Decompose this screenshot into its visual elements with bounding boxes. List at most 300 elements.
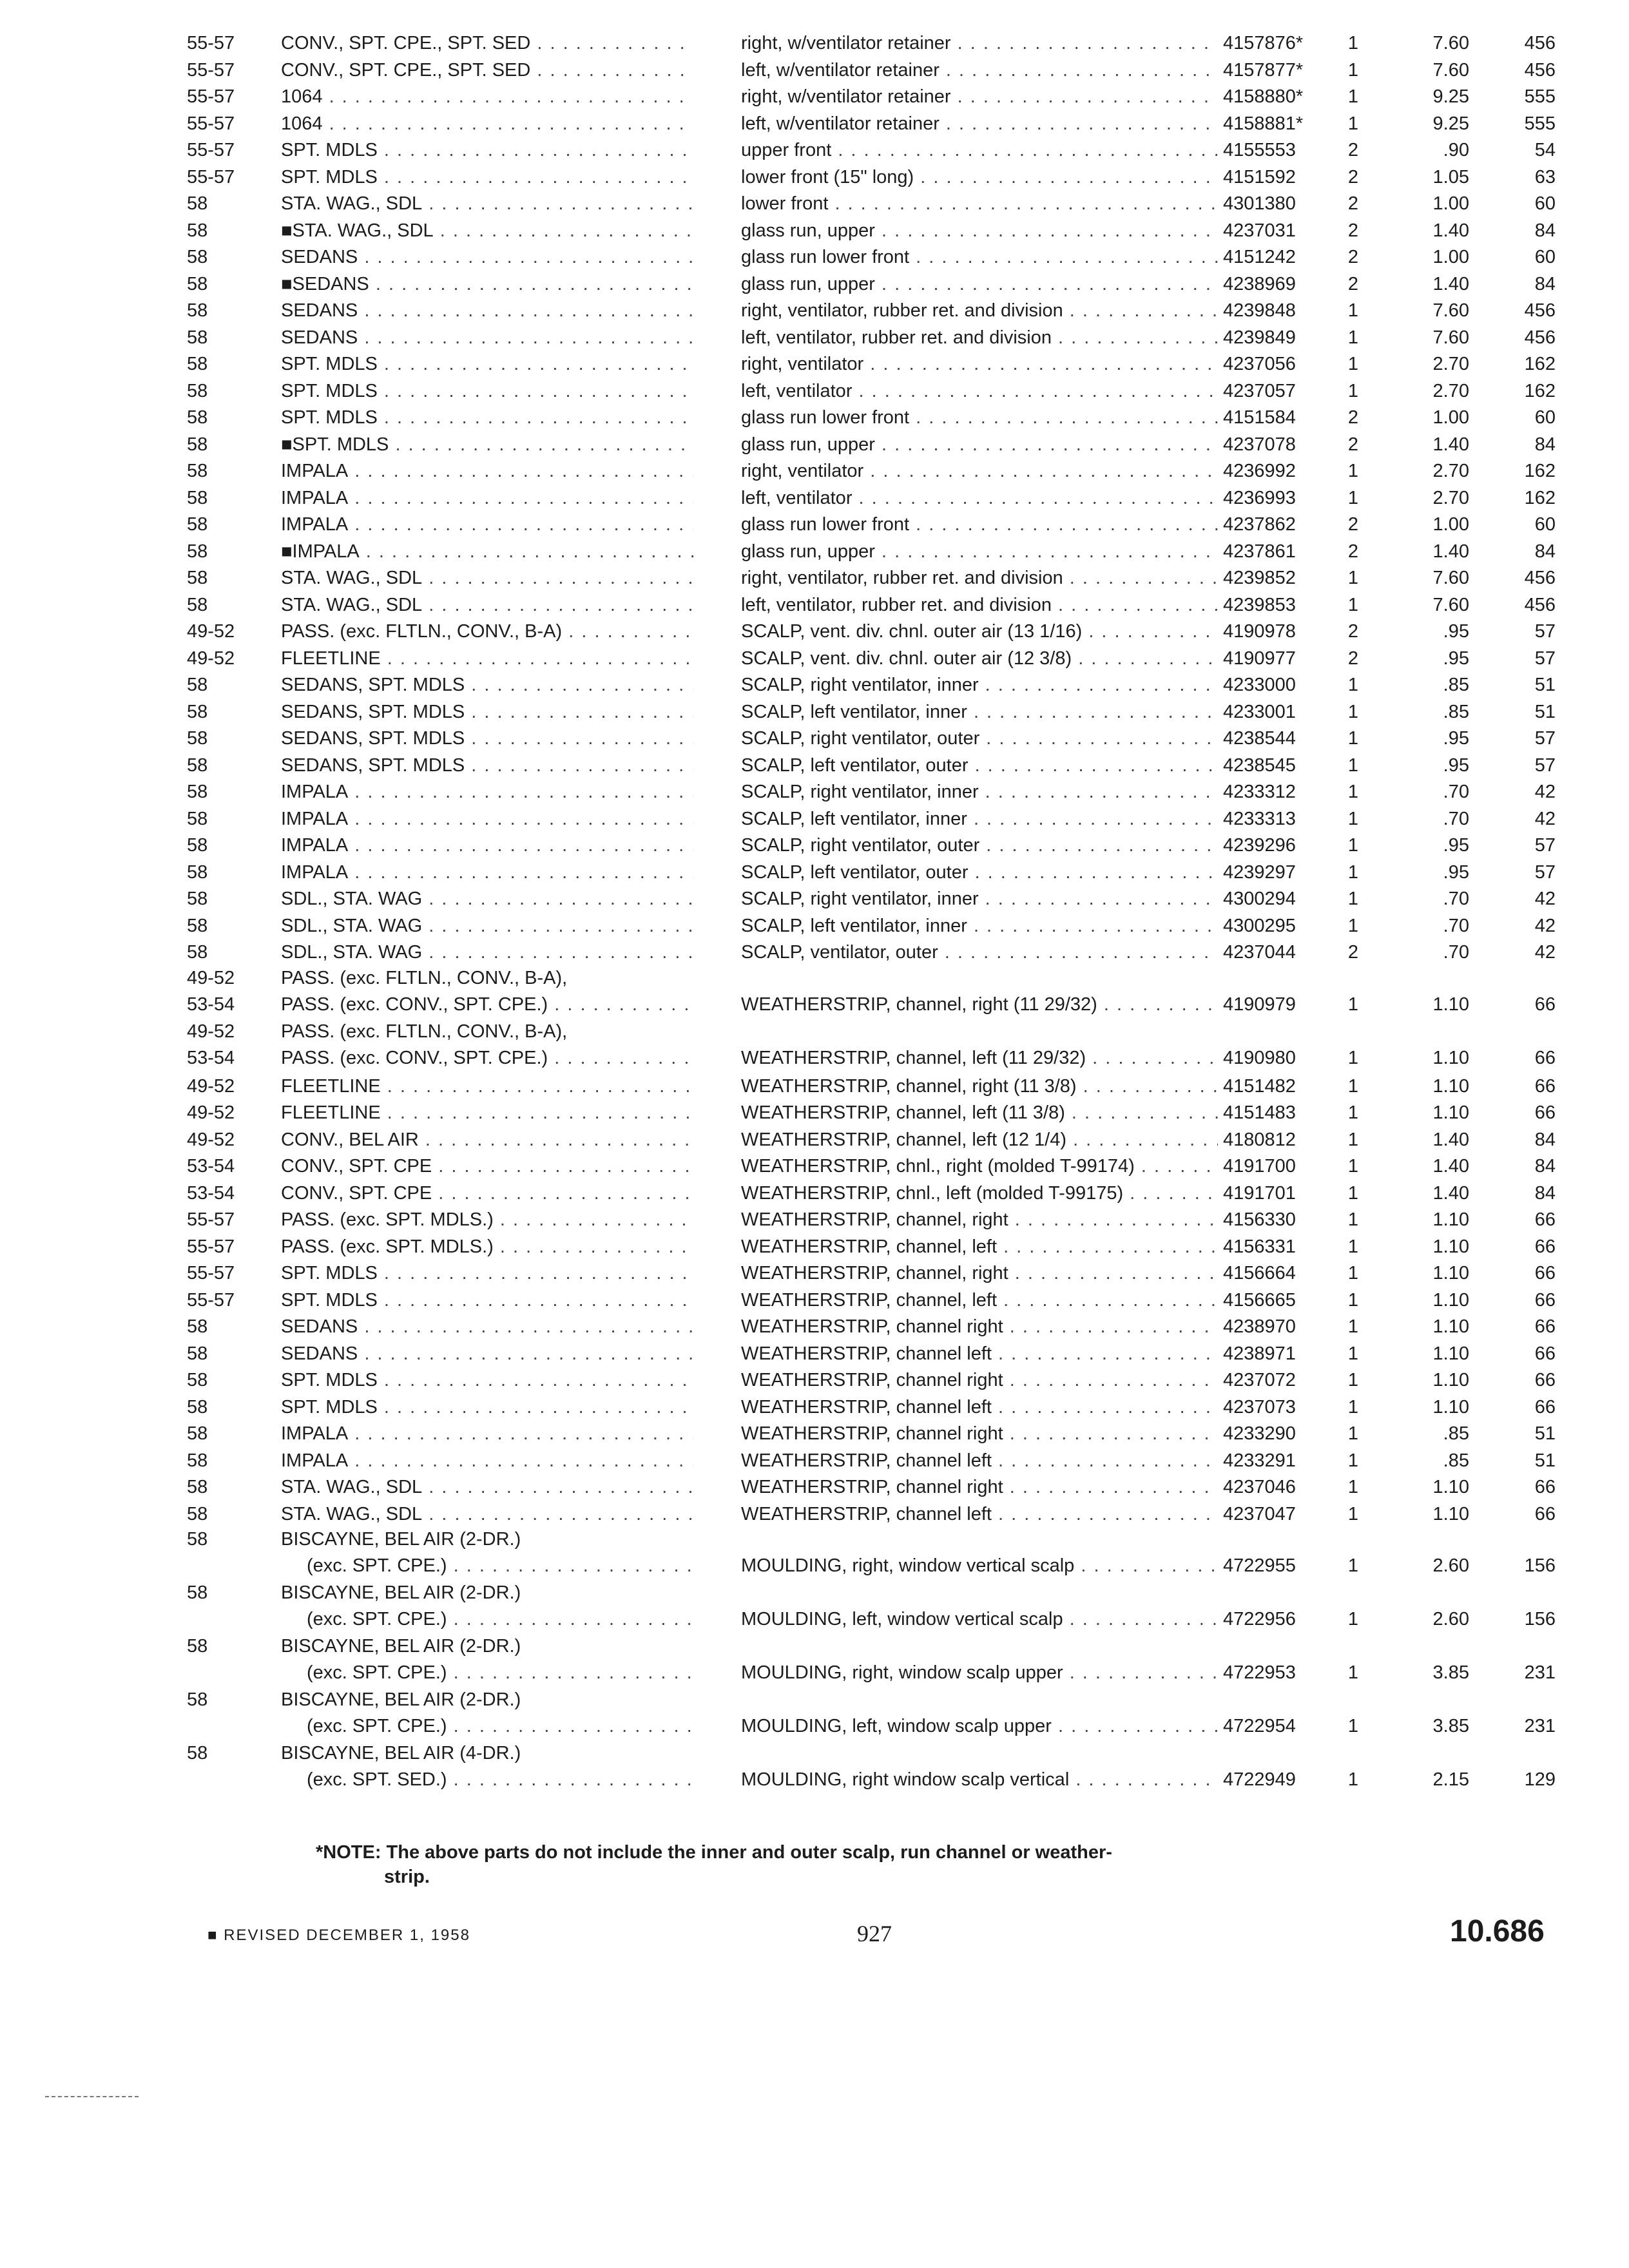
quantity-cell-text: 1: [1347, 86, 1359, 107]
price-cell-text: 2.60: [1432, 1555, 1469, 1576]
part-number-cell: [1223, 1236, 1339, 1258]
part-number-cell: [1223, 1476, 1339, 1498]
quantity-cell: [1340, 460, 1366, 482]
part-number-cell: [1223, 32, 1339, 54]
price-cell: [1379, 407, 1469, 428]
price-cell: [1379, 1209, 1469, 1231]
part-number-cell-text: 4238544: [1223, 728, 1296, 749]
part-number-cell-text: 4239297: [1223, 861, 1296, 883]
table-row: [0, 1018, 1629, 1072]
price-cell: [1379, 701, 1469, 723]
price-cell: [1379, 166, 1469, 188]
price-cell: [1379, 781, 1469, 803]
part-number-cell-text: 4237057: [1223, 380, 1296, 401]
description-cell: [741, 1450, 1218, 1472]
part-number-cell-text: 4237056: [1223, 354, 1296, 374]
part-number-cell-text: 4237044: [1223, 942, 1296, 963]
table-row: [0, 135, 1629, 162]
year-cell: [187, 541, 271, 562]
year-cell-text: 58: [187, 407, 208, 428]
quantity-cell-text: 1: [1347, 380, 1359, 401]
year-cell: [187, 353, 271, 375]
list-code-cell-text: 42: [1534, 889, 1556, 909]
description-cell-text: SCALP, vent. div. chnl. outer air (13 1/16) . . .: [741, 621, 1218, 642]
quantity-cell-text: 2: [1347, 247, 1359, 267]
quantity-cell: [1340, 594, 1366, 616]
price-cell: [1379, 1608, 1469, 1630]
description-cell: [741, 113, 1218, 135]
model-cell-text: STA. WAG., SDL . . .: [281, 595, 693, 615]
price-cell-text: 7.60: [1432, 594, 1469, 615]
year-cell: [187, 1528, 271, 1550]
price-cell-text: .70: [1443, 808, 1469, 829]
quantity-cell-text: 1: [1347, 594, 1359, 615]
part-number-cell: [1223, 1182, 1339, 1204]
quantity-cell: [1340, 1769, 1366, 1791]
table-row: [0, 510, 1629, 537]
description-cell-text: WEATHERSTRIP, channel, left (12 1/4) . . .: [741, 1129, 1218, 1150]
quantity-cell: [1340, 567, 1366, 589]
part-number-cell: [1223, 273, 1339, 295]
price-cell-text: .70: [1443, 889, 1469, 909]
part-number-cell: [1223, 1102, 1339, 1124]
list-code-cell-text: 57: [1534, 648, 1556, 669]
list-code-cell-text: 42: [1534, 915, 1556, 936]
model-cell-text: PASS. (exc. SPT. MDLS.) . . .: [281, 1209, 693, 1230]
model-cell: [281, 620, 693, 642]
year-cell-text: 58: [187, 675, 208, 695]
list-code-cell: [1482, 648, 1556, 669]
description-cell: [741, 1075, 1218, 1097]
part-number-cell: [1223, 781, 1339, 803]
model-cell: [281, 1503, 693, 1525]
description-cell: [741, 567, 1218, 589]
part-number-cell-text: 4233000: [1223, 675, 1296, 695]
table-row: [0, 1258, 1629, 1285]
part-number-cell: [1223, 1047, 1339, 1069]
price-cell-text: 1.10: [1432, 1075, 1469, 1097]
description-cell: [741, 674, 1218, 696]
list-code-cell: [1482, 727, 1556, 749]
quantity-cell: [1340, 1555, 1366, 1577]
model-cell-text: BISCAYNE, BEL AIR (2-DR.): [281, 1689, 521, 1710]
quantity-cell-text: 2: [1347, 273, 1359, 294]
price-cell-text: 3.85: [1432, 1662, 1469, 1683]
price-cell: [1379, 273, 1469, 295]
list-code-cell: [1482, 246, 1556, 268]
price-cell-text: .95: [1443, 728, 1469, 749]
description-cell: [741, 327, 1218, 349]
price-cell: [1379, 220, 1469, 242]
price-cell-text: 2.70: [1432, 487, 1469, 508]
year-cell-text: 58: [187, 1450, 208, 1471]
price-cell-text: 9.25: [1432, 86, 1469, 107]
part-number-cell-text: 4158880*: [1223, 86, 1304, 107]
model-cell: [281, 139, 693, 161]
table-row: [0, 537, 1629, 564]
year-cell-line-2: 53-54: [187, 1047, 235, 1068]
model-cell: [281, 1582, 693, 1630]
list-code-cell: [1482, 674, 1556, 696]
table-row: [0, 323, 1629, 350]
price-cell-text: 1.00: [1432, 247, 1469, 267]
price-cell: [1379, 380, 1469, 402]
model-cell: [281, 353, 693, 375]
model-cell: [281, 1289, 693, 1311]
list-code-cell-text: 60: [1534, 193, 1556, 214]
price-cell-text: 1.10: [1432, 1236, 1469, 1257]
model-cell: [281, 1075, 693, 1097]
quantity-cell: [1340, 541, 1366, 562]
description-cell: [741, 1155, 1218, 1177]
year-cell-text: 58: [187, 1743, 208, 1763]
model-cell-text: SDL., STA. WAG . . .: [281, 889, 693, 909]
description-cell-text: left, w/ventilator retainer . . .: [741, 60, 1218, 81]
part-number-cell: [1223, 1369, 1339, 1391]
year-cell: [187, 300, 271, 322]
quantity-cell: [1340, 1236, 1366, 1258]
price-cell-text: .70: [1443, 782, 1469, 802]
price-cell: [1379, 1662, 1469, 1684]
price-cell: [1379, 353, 1469, 375]
year-cell-text: 58: [187, 380, 208, 401]
scan-artifact-line: [45, 2096, 139, 2097]
price-cell-text: .85: [1443, 1450, 1469, 1471]
model-cell-text: CONV., SPT. CPE . . .: [281, 1156, 693, 1177]
description-cell: [741, 514, 1218, 535]
part-number-cell-text: 4301380: [1223, 193, 1296, 214]
model-cell: [281, 1316, 693, 1338]
year-cell: [187, 1075, 271, 1097]
part-number-cell: [1223, 888, 1339, 910]
part-number-cell: [1223, 246, 1339, 268]
part-number-cell: [1223, 1343, 1339, 1365]
table-row: [0, 1633, 1629, 1686]
year-cell-text: 58: [187, 1636, 208, 1657]
part-number-cell: [1223, 353, 1339, 375]
description-cell: [741, 1662, 1218, 1684]
quantity-cell: [1340, 1450, 1366, 1472]
description-cell-text: MOULDING, left, window vertical scalp . . .: [741, 1609, 1218, 1629]
list-code-cell: [1482, 861, 1556, 883]
year-cell: [187, 754, 271, 776]
description-cell: [741, 1715, 1218, 1737]
model-cell: [281, 1129, 693, 1151]
part-number-cell: [1223, 1662, 1339, 1684]
quantity-cell: [1340, 1662, 1366, 1684]
quantity-cell: [1340, 139, 1366, 161]
quantity-cell-text: 1: [1347, 728, 1359, 749]
table-row: [0, 216, 1629, 243]
model-cell-text: SPT. MDLS . . .: [281, 1397, 693, 1418]
price-cell: [1379, 648, 1469, 669]
list-code-cell-text: 231: [1524, 1662, 1556, 1683]
model-cell: [281, 59, 693, 81]
year-cell-text: 49-52: [187, 967, 235, 988]
year-cell: [187, 380, 271, 402]
price-cell-text: 1.00: [1432, 193, 1469, 214]
description-cell: [741, 1209, 1218, 1231]
year-cell-text: 58: [187, 594, 208, 615]
quantity-cell-text: 1: [1347, 1047, 1359, 1068]
quantity-cell: [1340, 861, 1366, 883]
quantity-cell-text: 1: [1347, 1769, 1359, 1790]
year-cell: [187, 139, 271, 161]
year-cell: [187, 487, 271, 509]
list-code-cell-text: 66: [1534, 1102, 1556, 1123]
page-number: 927: [857, 1921, 892, 1946]
quantity-cell: [1340, 327, 1366, 349]
price-cell: [1379, 32, 1469, 54]
model-cell-text: 1064 . . .: [281, 86, 693, 107]
price-cell-text: 7.60: [1432, 327, 1469, 348]
year-cell-text: 58: [187, 514, 208, 535]
year-cell: [187, 1102, 271, 1124]
quantity-cell: [1340, 1155, 1366, 1177]
model-cell-text: FLEETLINE . . .: [281, 648, 693, 669]
model-cell-text: STA. WAG., SDL . . .: [281, 568, 693, 588]
description-cell: [741, 300, 1218, 322]
list-code-cell: [1482, 701, 1556, 723]
price-cell: [1379, 139, 1469, 161]
description-cell-text: right, w/ventilator retainer . . .: [741, 86, 1218, 107]
description-cell-text: WEATHERSTRIP, channel, left . . .: [741, 1236, 1218, 1257]
table-row: [0, 189, 1629, 216]
part-number-cell: [1223, 1155, 1339, 1177]
year-cell: [187, 1129, 271, 1151]
part-number-cell-text: 4190978: [1223, 621, 1296, 642]
quantity-cell-text: 1: [1347, 113, 1359, 134]
quantity-cell: [1340, 1316, 1366, 1338]
model-cell-text: PASS. (exc. FLTLN., CONV., B-A),: [281, 1021, 568, 1042]
year-cell: [187, 648, 271, 669]
list-code-cell-text: 51: [1534, 701, 1556, 722]
description-cell: [741, 380, 1218, 402]
description-cell: [741, 781, 1218, 803]
price-cell-text: 1.10: [1432, 1209, 1469, 1230]
model-cell-text: 1064 . . .: [281, 113, 693, 134]
description-cell-text: right, ventilator . . .: [741, 354, 1218, 374]
price-cell: [1379, 1423, 1469, 1445]
table-row: [0, 55, 1629, 82]
part-number-cell-text: 4300295: [1223, 915, 1296, 936]
year-cell: [187, 727, 271, 749]
list-code-cell: [1482, 754, 1556, 776]
list-code-cell-text: 66: [1534, 1075, 1556, 1097]
model-cell-text: STA. WAG., SDL . . .: [281, 1477, 693, 1497]
part-number-cell-text: 4157876*: [1223, 33, 1304, 53]
description-cell-text: SCALP, left ventilator, inner . . .: [741, 809, 1218, 829]
part-number-cell-text: 4239849: [1223, 327, 1296, 348]
model-cell-text: SPT. MDLS . . .: [281, 381, 693, 401]
table-row: [0, 697, 1629, 724]
part-number-cell: [1223, 594, 1339, 616]
quantity-cell-text: 1: [1347, 1102, 1359, 1123]
quantity-cell-text: 1: [1347, 1209, 1359, 1230]
list-code-cell: [1482, 1102, 1556, 1124]
year-cell: [187, 834, 271, 856]
model-cell: [281, 915, 693, 937]
quantity-cell: [1340, 1396, 1366, 1418]
quantity-cell: [1340, 915, 1366, 937]
table-row: [0, 937, 1629, 965]
part-number-cell-text: 4722956: [1223, 1609, 1296, 1629]
quantity-cell-text: 1: [1347, 675, 1359, 695]
quantity-cell-text: 1: [1347, 1156, 1359, 1177]
model-cell-text: SEDANS, SPT. MDLS . . .: [281, 675, 693, 695]
model-cell-text: SEDANS . . .: [281, 300, 693, 321]
part-number-cell-text: 4233291: [1223, 1450, 1296, 1471]
model-cell-text: SEDANS . . .: [281, 1343, 693, 1364]
part-number-cell: [1223, 220, 1339, 242]
list-code-cell-text: 66: [1534, 1236, 1556, 1257]
description-cell-text: MOULDING, right, window vertical scalp . . .: [741, 1555, 1218, 1576]
table-row: [0, 777, 1629, 804]
list-code-cell: [1482, 1396, 1556, 1418]
description-cell-text: SCALP, left ventilator, inner . . .: [741, 916, 1218, 936]
quantity-cell-text: 2: [1347, 193, 1359, 214]
table-row: [0, 563, 1629, 590]
quantity-cell: [1340, 994, 1366, 1015]
list-code-cell-text: 456: [1524, 568, 1556, 588]
list-code-cell-text: 84: [1534, 1129, 1556, 1150]
quantity-cell: [1340, 754, 1366, 776]
year-cell: [187, 1262, 271, 1284]
model-cell-text: FLEETLINE . . .: [281, 1076, 693, 1097]
year-cell-text: 55-57: [187, 166, 235, 187]
year-cell-text: 58: [187, 889, 208, 909]
description-cell-text: left, ventilator . . .: [741, 488, 1218, 508]
table-row: [0, 1151, 1629, 1178]
list-code-cell: [1482, 1555, 1556, 1577]
part-number-cell-text: 4238545: [1223, 754, 1296, 776]
description-cell: [741, 1343, 1218, 1365]
description-cell: [741, 834, 1218, 856]
year-cell: [187, 1503, 271, 1525]
part-number-cell: [1223, 300, 1339, 322]
table-row: [0, 483, 1629, 510]
table-row: [0, 670, 1629, 697]
price-cell-text: .90: [1443, 140, 1469, 160]
year-cell-text: 58: [187, 568, 208, 588]
description-cell-text: glass run, upper . . .: [741, 220, 1218, 241]
part-number-cell: [1223, 380, 1339, 402]
model-cell: [281, 487, 693, 509]
description-cell-text: SCALP, right ventilator, inner . . .: [741, 782, 1218, 802]
model-cell: [281, 1102, 693, 1124]
table-row: [0, 269, 1629, 296]
model-cell: [281, 727, 693, 749]
model-cell-text: SDL., STA. WAG . . .: [281, 916, 693, 936]
year-cell: [187, 861, 271, 883]
quantity-cell-text: 1: [1347, 1370, 1359, 1390]
part-number-cell-text: 4233290: [1223, 1423, 1296, 1444]
year-cell-text: 58: [187, 327, 208, 348]
list-code-cell-text: 555: [1524, 86, 1556, 107]
year-cell: [187, 86, 271, 108]
description-cell: [741, 808, 1218, 830]
description-cell: [741, 246, 1218, 268]
price-cell-text: 1.40: [1432, 273, 1469, 294]
description-cell-text: SCALP, left ventilator, outer . . .: [741, 755, 1218, 776]
quantity-cell: [1340, 808, 1366, 830]
list-code-cell: [1482, 1316, 1556, 1338]
list-code-cell: [1482, 941, 1556, 963]
list-code-cell: [1482, 1476, 1556, 1498]
list-code-cell-text: 84: [1534, 220, 1556, 241]
part-number-cell-text: 4233313: [1223, 808, 1296, 829]
price-cell-text: 1.10: [1432, 1263, 1469, 1283]
year-cell: [187, 1316, 271, 1338]
quantity-cell: [1340, 1503, 1366, 1525]
quantity-cell: [1340, 674, 1366, 696]
price-cell-text: 1.40: [1432, 541, 1469, 562]
quantity-cell-text: 2: [1347, 648, 1359, 669]
description-cell-text: glass run, upper . . .: [741, 541, 1218, 562]
description-cell-text: WEATHERSTRIP, channel, right . . .: [741, 1209, 1218, 1230]
price-cell-text: .95: [1443, 835, 1469, 856]
quantity-cell: [1340, 380, 1366, 402]
year-cell-text: 58: [187, 1529, 208, 1550]
year-cell: [187, 1021, 271, 1069]
price-cell: [1379, 460, 1469, 482]
year-cell: [187, 113, 271, 135]
model-cell: [281, 1742, 693, 1791]
price-cell: [1379, 1476, 1469, 1498]
part-number-cell: [1223, 754, 1339, 776]
year-cell: [187, 1742, 271, 1764]
part-number-cell: [1223, 487, 1339, 509]
list-code-cell: [1482, 567, 1556, 589]
table-row: [0, 644, 1629, 671]
list-code-cell: [1482, 1423, 1556, 1445]
model-cell: [281, 567, 693, 589]
model-cell-line-2: PASS. (exc. CONV., SPT. CPE.) . . .: [281, 994, 693, 1015]
description-cell: [741, 460, 1218, 482]
list-code-cell-text: 57: [1534, 754, 1556, 776]
part-number-cell-text: 4156665: [1223, 1289, 1296, 1311]
list-code-cell-text: 456: [1524, 300, 1556, 321]
description-cell-text: WEATHERSTRIP, channel right . . .: [741, 1477, 1218, 1497]
price-cell: [1379, 1075, 1469, 1097]
model-cell: [281, 1155, 693, 1177]
part-number-cell: [1223, 701, 1339, 723]
price-cell-text: 2.15: [1432, 1769, 1469, 1790]
table-row: [0, 28, 1629, 55]
quantity-cell: [1340, 701, 1366, 723]
part-number-cell-text: 4722953: [1223, 1662, 1296, 1683]
year-cell: [187, 701, 271, 723]
year-cell-text: 58: [187, 808, 208, 829]
description-cell: [741, 888, 1218, 910]
year-cell-text: 55-57: [187, 1236, 235, 1257]
part-number-cell-text: 4237861: [1223, 541, 1296, 562]
part-number-cell-text: 4237031: [1223, 220, 1296, 241]
quantity-cell-text: 1: [1347, 1477, 1359, 1497]
price-cell: [1379, 915, 1469, 937]
quantity-cell: [1340, 487, 1366, 509]
quantity-cell-text: 1: [1347, 1396, 1359, 1418]
part-number-cell-text: 4722954: [1223, 1716, 1296, 1736]
price-cell: [1379, 861, 1469, 883]
model-cell-text: SEDANS, SPT. MDLS . . .: [281, 755, 693, 776]
year-cell-text: 55-57: [187, 1289, 235, 1311]
year-cell-text: 58: [187, 701, 208, 722]
description-cell: [741, 1476, 1218, 1498]
price-cell: [1379, 1262, 1469, 1284]
quantity-cell: [1340, 1182, 1366, 1204]
description-cell: [741, 1316, 1218, 1338]
